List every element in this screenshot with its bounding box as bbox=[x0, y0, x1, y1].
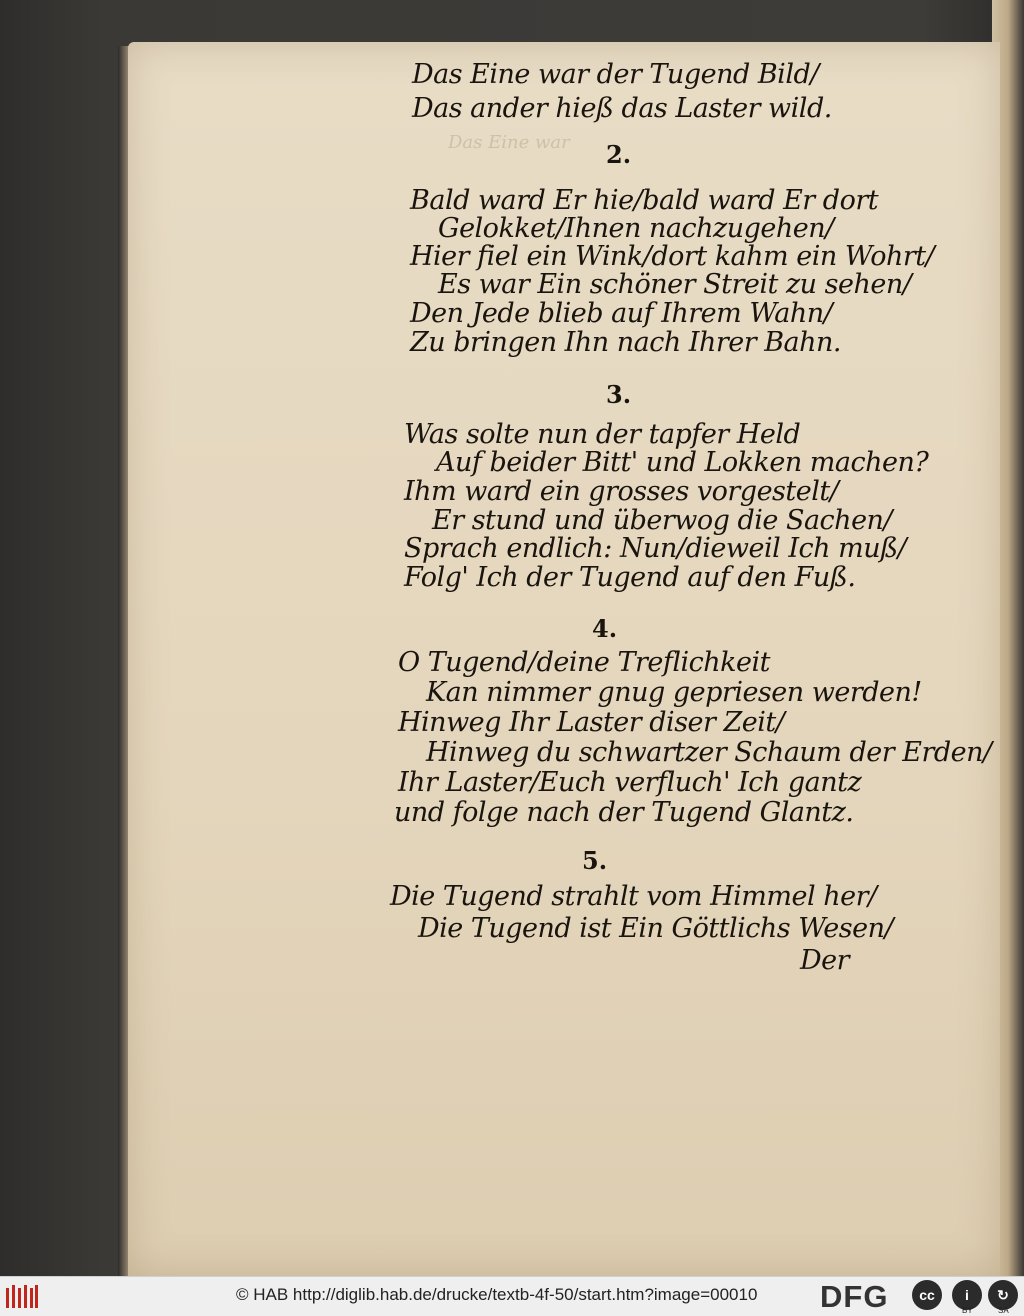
by-label: BY bbox=[962, 1306, 973, 1315]
verse-line: Ihr Laster/Euch verfluch' Ich gantz bbox=[398, 767, 862, 798]
verse-line: Hier fiel ein Wink/dort kahm ein Wohrt/ bbox=[410, 241, 935, 272]
verse-line: Ihm ward ein grosses vorgestelt/ bbox=[404, 476, 839, 507]
bleed-through-text: Das Eine war bbox=[448, 132, 570, 153]
verse-line: Gelokket/Ihnen nachzugehen/ bbox=[438, 213, 834, 244]
footer-bar bbox=[0, 1276, 1024, 1316]
verse-line: Er stund und überwog die Sachen/ bbox=[432, 505, 893, 536]
verse-line: Folg' Ich der Tugend auf den Fuß. bbox=[404, 562, 856, 593]
verse-line: Es war Ein schöner Streit zu sehen/ bbox=[438, 269, 912, 300]
stanza-number: 5. bbox=[582, 846, 608, 875]
stanza-number: 3. bbox=[606, 380, 632, 409]
stanza-number: 4. bbox=[592, 614, 618, 643]
verse-line: Bald ward Er hie/bald ward Er dort bbox=[410, 185, 879, 216]
sa-label: SA bbox=[998, 1306, 1009, 1315]
verse-line: Hinweg du schwartzer Schaum der Erden/ bbox=[426, 737, 992, 768]
verse-line: Die Tugend strahlt vom Himmel her/ bbox=[390, 881, 877, 912]
verse-line: Zu bringen Ihn nach Ihrer Bahn. bbox=[410, 327, 842, 358]
sa-icon[interactable]: ↻ bbox=[988, 1280, 1018, 1310]
verse-line: Hinweg Ihr Laster diser Zeit/ bbox=[398, 707, 785, 738]
verse-line: und folge nach der Tugend Glantz. bbox=[394, 797, 854, 828]
dfg-logo[interactable]: DFG bbox=[820, 1279, 889, 1314]
cc-icon[interactable]: cc bbox=[912, 1280, 942, 1310]
verse-line: O Tugend/deine Treflichkeit bbox=[398, 647, 770, 678]
attribution-link[interactable]: © HAB http://diglib.hab.de/drucke/textb-4f-50/start.htm?image=00010 bbox=[236, 1285, 758, 1304]
hab-logo-icon bbox=[4, 1282, 40, 1312]
verse-line: Den Jede blieb auf Ihrem Wahn/ bbox=[410, 298, 833, 329]
verse-line: Die Tugend ist Ein Göttlichs Wesen/ bbox=[418, 913, 894, 944]
by-icon[interactable]: i bbox=[952, 1280, 982, 1310]
verse-line: Auf beider Bitt' und Lokken machen? bbox=[436, 447, 929, 478]
verse-line: Kan nimmer gnug gepriesen werden! bbox=[426, 677, 922, 708]
verse-line: Das Eine war der Tugend Bild/ bbox=[412, 59, 819, 90]
stanza-number: 2. bbox=[606, 140, 632, 169]
catchword: Der bbox=[800, 945, 850, 976]
verse-line: Das ander hieß das Laster wild. bbox=[412, 93, 832, 124]
verse-line: Was solte nun der tapfer Held bbox=[404, 419, 801, 450]
verse-line: Sprach endlich: Nun/dieweil Ich muß/ bbox=[404, 533, 907, 564]
